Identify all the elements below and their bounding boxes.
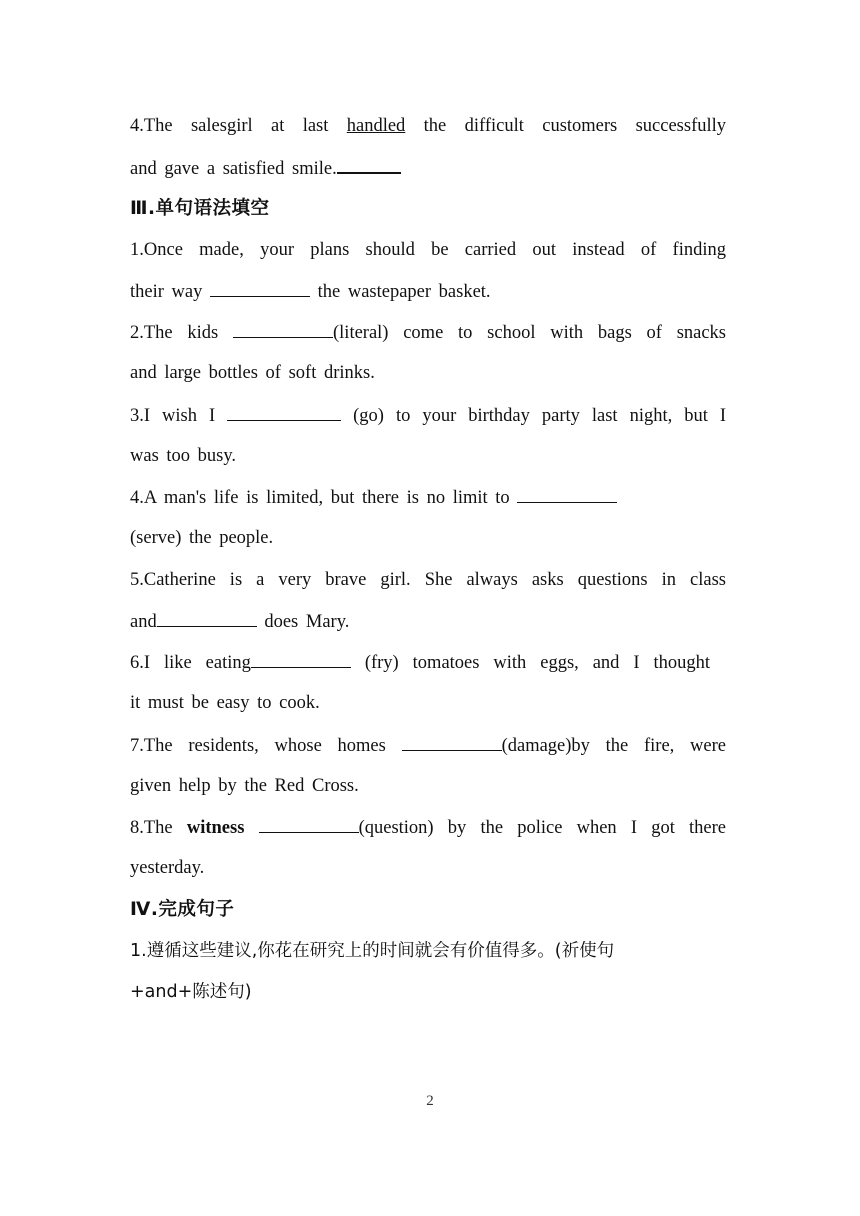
item1-text-b: the wastepaper basket. — [317, 282, 491, 302]
item7-text-b: (damage)by the fire, were — [501, 736, 726, 756]
item1-text: 1.Once made, your plans should be carried out instead of finding — [130, 240, 726, 260]
q4-text-post: the difficult customers successfully — [423, 116, 727, 136]
page-number: 2 — [426, 1093, 434, 1109]
item4-line1 — [130, 485, 726, 510]
item5-text: 5.Catherine is a very brave girl. She always asks questions in class — [130, 570, 726, 590]
answer-blank[interactable] — [227, 403, 341, 421]
item8-text-b: (question) by the police when I got there — [358, 818, 727, 838]
item4-text-a: 4.A man's life is limited, but there is no limit to — [130, 488, 510, 508]
item7-line2 — [130, 774, 726, 798]
item8-line2 — [130, 856, 726, 880]
item1-text-a: their way — [130, 282, 203, 302]
item6-line1 — [130, 650, 710, 675]
item2-line1 — [130, 320, 726, 345]
q4-line1 — [130, 114, 726, 138]
item7-text-a: 7.The residents, whose homes — [130, 736, 386, 756]
item7-line1 — [130, 733, 726, 758]
item3-line2 — [130, 444, 726, 468]
answer-blank[interactable] — [337, 155, 401, 174]
answer-blank[interactable] — [210, 279, 310, 297]
item6-text-line2: it must be easy to cook. — [130, 693, 320, 713]
item2-text-line2: and large bottles of soft drinks. — [130, 363, 375, 383]
item2-text-b: (literal) come to school with bags of snacks — [333, 323, 727, 343]
item8-line1 — [130, 815, 726, 840]
item2-text-a: 2.The kids — [130, 323, 219, 343]
q4-text-line2: and gave a satisfied smile. — [130, 159, 337, 179]
item7-text-line2: given help by the Red Cross. — [130, 776, 359, 796]
item4-line2 — [130, 526, 726, 550]
answer-blank[interactable] — [402, 733, 502, 751]
section-iv-q1-line1: 1.遵循这些建议,你花在研究上的时间就会有价值得多。(祈使句 — [130, 941, 615, 961]
answer-blank[interactable] — [517, 485, 617, 503]
answer-blank[interactable] — [233, 320, 333, 338]
item6-line2 — [130, 691, 726, 715]
item1-line2 — [130, 279, 726, 304]
item3-text-a: 3.I wish I — [130, 406, 216, 426]
item8-text-line2: yesterday. — [130, 858, 205, 878]
item5-text-b: does Mary. — [264, 612, 350, 632]
item5-line2 — [130, 609, 726, 634]
item3-line1 — [130, 403, 726, 428]
item4-text-line2: (serve) the people. — [130, 528, 274, 548]
item2-line2 — [130, 361, 726, 385]
item3-text-b: (go) to your birthday party last night, but I — [353, 406, 727, 426]
bold-word: witness — [186, 818, 245, 838]
answer-blank[interactable] — [251, 650, 351, 668]
item5-line1 — [130, 568, 726, 592]
answer-blank[interactable] — [259, 815, 359, 833]
item6-text-a: 6.I like eating — [130, 653, 251, 673]
section-iv-heading: Ⅳ.完成句子 — [130, 899, 235, 920]
section-iii-heading: Ⅲ.单句语法填空 — [130, 198, 270, 219]
section-iv-q1-line2: +and+陈述句) — [130, 982, 252, 1002]
q4-line2 — [130, 155, 726, 181]
answer-blank[interactable] — [157, 609, 257, 627]
item5-text-a: and — [130, 612, 157, 632]
underlined-word: handled — [346, 116, 406, 136]
item3-text-line2: was too busy. — [130, 446, 237, 466]
q4-text-pre: 4.The salesgirl at last — [130, 116, 329, 136]
item8-text-a: 8.The — [130, 818, 173, 838]
item1-line1 — [130, 238, 726, 262]
item6-text-b: (fry) tomatoes with eggs, and I thought — [364, 653, 711, 673]
